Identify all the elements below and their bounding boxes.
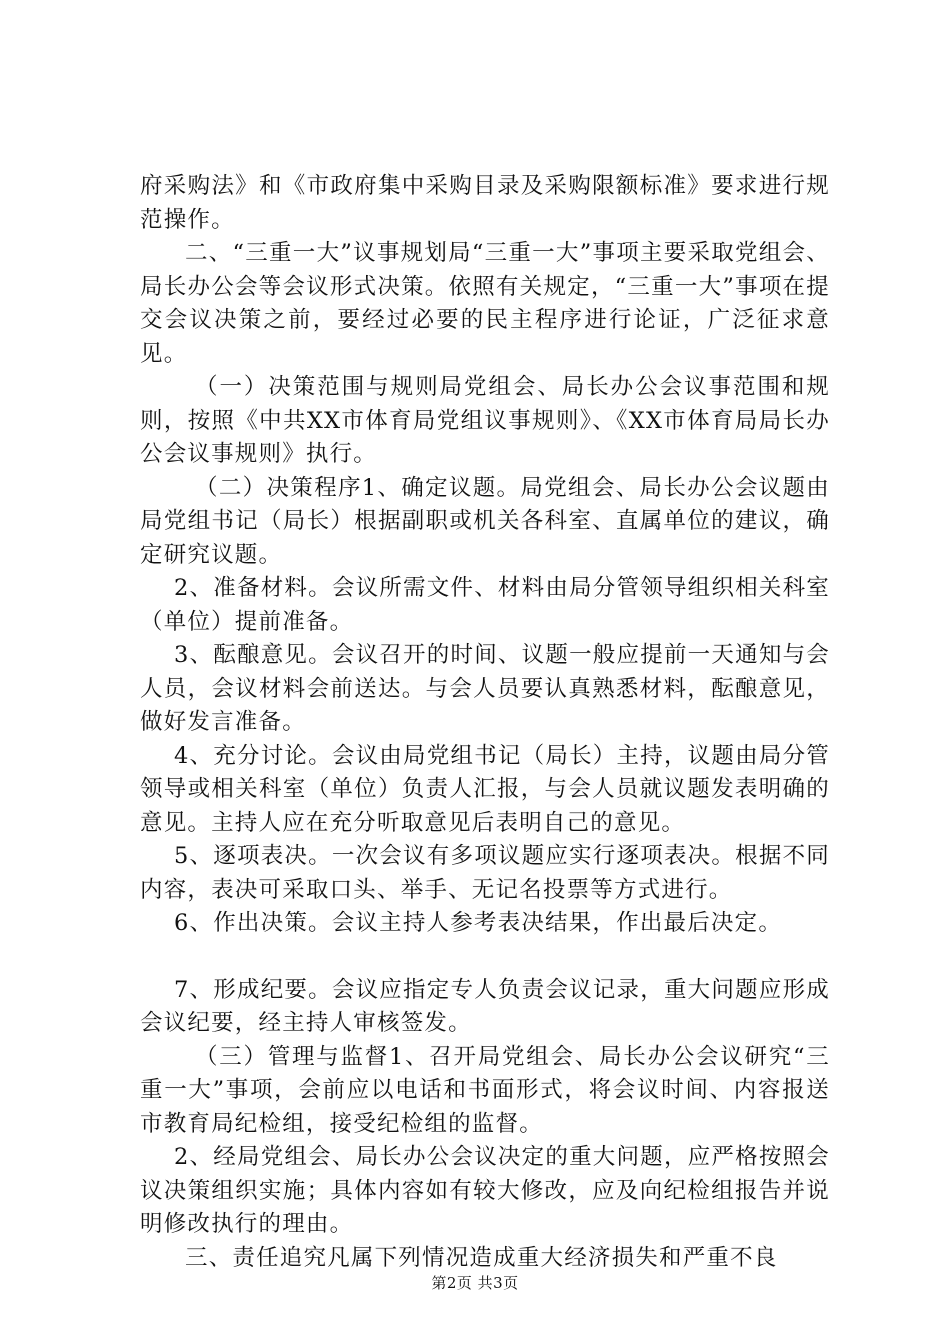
document-body: [140, 170, 830, 1275]
paragraph-full-discussion: 4、充分讨论。会议由局党组书记（局长）主持，议题由局分管领导或相关科室（单位）负责人汇报，与会人员就议题发表明确的意见。主持人应在充分听取意见后表明自己的意见。: [140, 742, 830, 836]
paragraph-itemized-vote: 5、逐项表决。一次会议有多项议题应实行逐项表决。根据不同内容，表决可采取口头、举手、无记名投票等方式进行。: [140, 843, 830, 903]
paragraph-implementation: 2、经局党组会、局长办公会议决定的重大问题，应严格按照会议决策组织实施；具体内容如有较大修改，应及向纪检组报告并说明修改执行的理由。: [140, 1144, 830, 1237]
page-number-footer: 第2页 共3页: [431, 1274, 519, 1292]
paragraph-make-decision: 6、作出决策。会议主持人参考表决结果，作出最后决定。: [174, 910, 783, 936]
paragraph-section-two: 二、“三重一大”议事规划局“三重一大”事项主要采取党组会、局长办公会等会议形式决策。依照有关规定，“三重一大”事项在提交会议决策之前，要经过必要的民主程序进行论证，广泛征求意见。: [140, 240, 830, 367]
paragraph-decision-procedure: （二）决策程序1、确定议题。局党组会、局长办公会议题由局党组书记（局长）根据副职或机关各科室、直属单位的建议，确定研究议题。: [140, 474, 830, 568]
paragraph-decision-scope: （一）决策范围与规则局党组会、局长办公会议事范围和规则，按照《中共XX市体育局党组议事规则》、《XX市体育局局长办公会议事规则》执行。: [140, 374, 830, 467]
paragraph-deliberate-opinions: 3、酝酿意见。会议召开的时间、议题一般应提前一天通知与会人员，会议材料会前送达。与会人员要认真熟悉材料，酝酿意见，做好发言准备。: [140, 642, 830, 735]
paragraph-procurement-continued: 府采购法》和《市政府集中采购目录及采购限额标准》要求进行规范操作。: [140, 173, 830, 233]
paragraph-prepare-materials: 2、准备材料。会议所需文件、材料由局分管领导组织相关科室（单位）提前准备。: [140, 575, 830, 635]
paragraph-form-minutes: 7、形成纪要。会议应指定专人负责会议记录，重大问题应形成会议纪要，经主持人审核签发。: [140, 976, 830, 1036]
paragraph-management-supervision: （三）管理与监督1、召开局党组会、局长办公会议研究“三重一大”事项，会前应以电话和书面形式，将会议时间、内容报送市教育局纪检组，接受纪检组的监督。: [140, 1043, 830, 1137]
paragraph-gap: [140, 941, 830, 974]
paragraph-section-three: 三、责任追究凡属下列情况造成重大经济损失和严重不良: [185, 1244, 778, 1271]
